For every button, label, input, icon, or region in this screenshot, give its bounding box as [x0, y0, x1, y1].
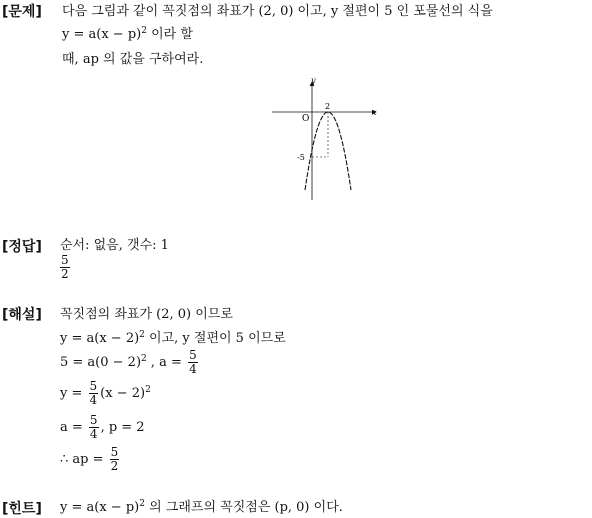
explanation-line-6: [60, 446, 121, 473]
explanation-line-3-mid: , a =: [146, 355, 187, 370]
answer-numerator: 5: [61, 253, 69, 267]
explanation-line-4-numerator: 5: [89, 379, 98, 393]
problem-line-1: 다음 그림과 같이 꼭짓점의 좌표가 (2, 0) 이고, y 절편이 5 인 포물선의 식을: [62, 4, 493, 19]
explanation-line-6-prefix: ∴ ap =: [60, 452, 108, 467]
explanation-line-3: [60, 349, 200, 376]
explanation-line-3-equation: 5 = a(0 − 2): [60, 355, 142, 370]
parabola-graph: [268, 72, 384, 202]
explanation-line-2-equation: y = a(x − 2): [60, 331, 140, 346]
problem-equation: y = a(x − p): [62, 27, 142, 42]
explanation-line-4-prefix: y =: [60, 386, 87, 401]
explanation-line-5-denominator: 4: [89, 427, 98, 441]
hint-exponent: 2: [139, 499, 145, 509]
explanation-line-6-denominator: 2: [110, 459, 119, 473]
answer-fraction: [58, 254, 72, 281]
problem-exponent: 2: [141, 26, 147, 36]
problem-tag: [문제]: [2, 4, 42, 20]
answer-denominator: 2: [61, 267, 69, 281]
y-axis-label: y: [311, 76, 316, 85]
explanation-line-1: 꼭짓점의 좌표가 (2, 0) 이므로: [60, 307, 233, 322]
explanation-line-5-suffix: , p = 2: [100, 420, 145, 435]
hint-suffix: 의 그래프의 꼭짓점은 (p, 0) 이다.: [144, 500, 343, 515]
answer-line-1: 순서: 없음, 갯수: 1: [60, 238, 169, 253]
explanation-line-2-exponent: 2: [139, 330, 145, 340]
explanation-line-3-denominator: 4: [189, 362, 197, 376]
explanation-line-2: [60, 331, 286, 347]
intercept-label: -5: [297, 153, 305, 162]
hint-line: [60, 500, 343, 516]
explanation-line-4-suffix: (x − 2): [100, 386, 146, 401]
explanation-line-3-exponent: 2: [141, 354, 147, 364]
hint-tag: [힌트]: [2, 501, 42, 517]
explanation-line-2-suffix: 이고, y 절편이 5 이므로: [144, 331, 286, 346]
explanation-line-5-prefix: a =: [60, 420, 87, 435]
explanation-line-5-numerator: 5: [89, 413, 98, 427]
explanation-line-4-exponent: 2: [145, 385, 151, 395]
explanation-tag: [해설]: [2, 307, 42, 323]
problem-line-3: 때, ap 의 값을 구하여라.: [62, 52, 204, 67]
explanation-line-4: [60, 380, 151, 407]
origin-label: O: [302, 114, 310, 124]
explanation-line-3-numerator: 5: [189, 348, 197, 362]
x-axis-label: x: [372, 108, 377, 117]
problem-line-2-suffix: 이라 할: [146, 27, 193, 42]
explanation-line-5: [60, 414, 145, 441]
answer-tag: [정답]: [2, 239, 42, 255]
vertex-label: 2: [325, 102, 331, 111]
explanation-line-4-denominator: 4: [89, 393, 98, 407]
explanation-line-6-numerator: 5: [110, 445, 119, 459]
hint-equation: y = a(x − p): [60, 500, 140, 515]
problem-line-2: [62, 27, 193, 43]
